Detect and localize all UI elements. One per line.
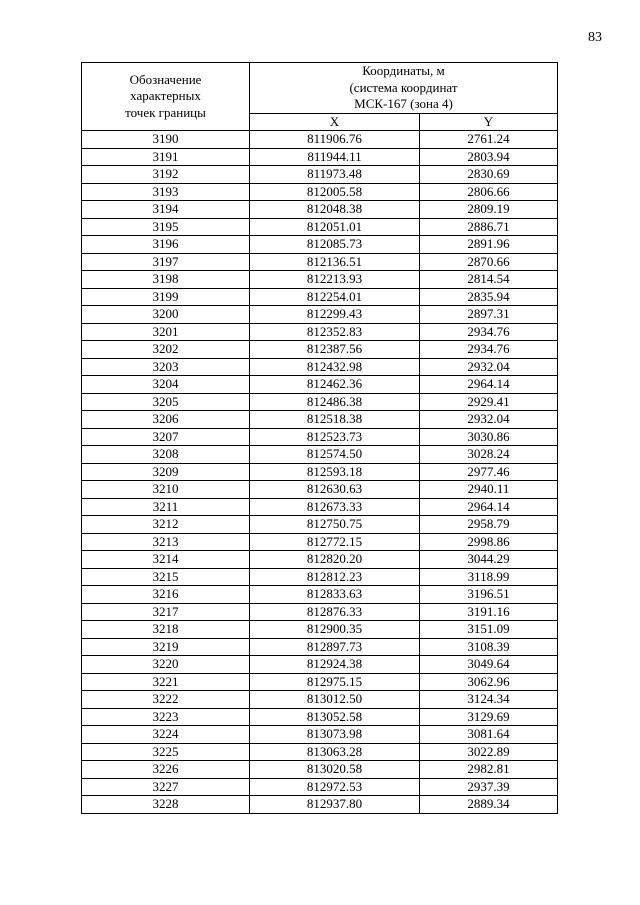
y-coordinate-cell: 3124.34: [420, 691, 558, 709]
point-header-line-2: характерных: [130, 88, 201, 104]
x-coordinate-cell: 812876.33: [250, 603, 420, 621]
point-id-cell: 3211: [82, 498, 250, 516]
y-coordinate-cell: 2870.66: [420, 253, 558, 271]
x-coordinate-cell: 812048.38: [250, 201, 420, 219]
y-coordinate-cell: 3030.86: [420, 428, 558, 446]
x-coordinate-cell: 812750.75: [250, 516, 420, 534]
point-id-cell: 3196: [82, 236, 250, 254]
y-coordinate-cell: 2806.66: [420, 183, 558, 201]
point-id-cell: 3195: [82, 218, 250, 236]
table-row: [82, 533, 558, 551]
point-id-cell: 3205: [82, 393, 250, 411]
x-coordinate-cell: 812051.01: [250, 218, 420, 236]
table-row: [82, 743, 558, 761]
point-id-cell: 3214: [82, 551, 250, 569]
x-coordinate-cell: 812924.38: [250, 656, 420, 674]
y-coordinate-cell: 3081.64: [420, 726, 558, 744]
x-coordinate-cell: 812975.15: [250, 673, 420, 691]
point-id-cell: 3213: [82, 533, 250, 551]
table-row: [82, 673, 558, 691]
y-coordinate-cell: 2761.24: [420, 131, 558, 149]
y-coordinate-cell: 2932.04: [420, 358, 558, 376]
point-id-cell: 3227: [82, 778, 250, 796]
point-id-cell: 3215: [82, 568, 250, 586]
table-row: [82, 183, 558, 201]
table-row: [82, 288, 558, 306]
point-header-line-1: Обозначение: [129, 71, 202, 87]
table-row: [82, 148, 558, 166]
y-coordinate-cell: 3108.39: [420, 638, 558, 656]
table-row: [82, 568, 558, 586]
x-coordinate-cell: 812574.50: [250, 446, 420, 464]
point-id-cell: 3203: [82, 358, 250, 376]
y-coordinate-cell: 2964.14: [420, 376, 558, 394]
x-coordinate-cell: 812462.36: [250, 376, 420, 394]
x-coordinate-cell: 813012.50: [250, 691, 420, 709]
y-coordinate-cell: 2982.81: [420, 761, 558, 779]
y-coordinate-cell: 3151.09: [420, 621, 558, 639]
x-coordinate-cell: 812213.93: [250, 271, 420, 289]
point-id-cell: 3209: [82, 463, 250, 481]
point-id-cell: 3221: [82, 673, 250, 691]
point-id-cell: 3193: [82, 183, 250, 201]
x-coordinate-cell: 812005.58: [250, 183, 420, 201]
x-coordinate-cell: 812972.53: [250, 778, 420, 796]
y-coordinate-cell: 2886.71: [420, 218, 558, 236]
table-row: [82, 358, 558, 376]
table-row: [82, 201, 558, 219]
table-row: [82, 236, 558, 254]
x-coordinate-cell: 812630.63: [250, 481, 420, 499]
y-coordinate-cell: 2835.94: [420, 288, 558, 306]
table-row: [82, 708, 558, 726]
y-coordinate-cell: 2809.19: [420, 201, 558, 219]
y-coordinate-cell: 2814.54: [420, 271, 558, 289]
point-id-cell: 3197: [82, 253, 250, 271]
x-coordinate-cell: 812593.18: [250, 463, 420, 481]
table-row: [82, 586, 558, 604]
point-id-cell: 3207: [82, 428, 250, 446]
table-row: [82, 638, 558, 656]
x-coordinate-cell: 812523.73: [250, 428, 420, 446]
point-header-line-3: точек границы: [125, 104, 206, 120]
table-row: [82, 621, 558, 639]
point-designation-header: [82, 63, 250, 131]
table-row: [82, 761, 558, 779]
y-coordinate-cell: 3118.99: [420, 568, 558, 586]
page-number: 83: [588, 30, 602, 45]
table-header: [82, 63, 558, 131]
table-row: [82, 166, 558, 184]
point-id-cell: 3220: [82, 656, 250, 674]
point-id-cell: 3222: [82, 691, 250, 709]
point-id-cell: 3206: [82, 411, 250, 429]
y-coordinate-cell: 3062.96: [420, 673, 558, 691]
x-coordinate-cell: 812900.35: [250, 621, 420, 639]
y-coordinate-cell: 3028.24: [420, 446, 558, 464]
x-coordinate-cell: 812299.43: [250, 306, 420, 324]
table-row: [82, 428, 558, 446]
table-row: [82, 323, 558, 341]
table-row: [82, 551, 558, 569]
x-coordinate-cell: 811973.48: [250, 166, 420, 184]
coords-header-line-3: МСК-167 (зона 4): [354, 96, 453, 111]
point-id-cell: 3216: [82, 586, 250, 604]
point-id-cell: 3200: [82, 306, 250, 324]
y-coordinate-cell: 2932.04: [420, 411, 558, 429]
table-row: [82, 516, 558, 534]
x-column-header: X: [250, 113, 420, 131]
point-id-cell: 3204: [82, 376, 250, 394]
y-coordinate-cell: 2964.14: [420, 498, 558, 516]
x-coordinate-cell: 811944.11: [250, 148, 420, 166]
table-row: [82, 656, 558, 674]
y-coordinate-cell: 2934.76: [420, 341, 558, 359]
x-coordinate-cell: 812387.56: [250, 341, 420, 359]
table-row: [82, 376, 558, 394]
y-coordinate-cell: 2937.39: [420, 778, 558, 796]
x-coordinate-cell: 812352.83: [250, 323, 420, 341]
header-row-top: [82, 63, 558, 114]
x-coordinate-cell: 812812.23: [250, 568, 420, 586]
point-id-cell: 3224: [82, 726, 250, 744]
y-coordinate-cell: 2889.34: [420, 796, 558, 814]
y-coordinate-cell: 2830.69: [420, 166, 558, 184]
point-id-cell: 3199: [82, 288, 250, 306]
y-coordinate-cell: 2891.96: [420, 236, 558, 254]
y-coordinate-cell: 3022.89: [420, 743, 558, 761]
x-coordinate-cell: 811906.76: [250, 131, 420, 149]
x-coordinate-cell: 812833.63: [250, 586, 420, 604]
table-row: [82, 306, 558, 324]
table-row: [82, 463, 558, 481]
y-coordinate-cell: 2998.86: [420, 533, 558, 551]
point-id-cell: 3192: [82, 166, 250, 184]
point-id-cell: 3228: [82, 796, 250, 814]
x-coordinate-cell: 813052.58: [250, 708, 420, 726]
table-row: [82, 481, 558, 499]
table-row: [82, 393, 558, 411]
x-coordinate-cell: 812937.80: [250, 796, 420, 814]
coordinates-table: [81, 62, 558, 814]
x-coordinate-cell: 812518.38: [250, 411, 420, 429]
point-id-cell: 3191: [82, 148, 250, 166]
x-coordinate-cell: 812772.15: [250, 533, 420, 551]
point-id-cell: 3217: [82, 603, 250, 621]
table-row: [82, 218, 558, 236]
point-id-cell: 3212: [82, 516, 250, 534]
y-coordinate-cell: 2934.76: [420, 323, 558, 341]
y-coordinate-cell: 2958.79: [420, 516, 558, 534]
table-row: [82, 498, 558, 516]
x-coordinate-cell: 812432.98: [250, 358, 420, 376]
table-row: [82, 411, 558, 429]
table-row: [82, 796, 558, 814]
y-coordinate-cell: 3049.64: [420, 656, 558, 674]
x-coordinate-cell: 812897.73: [250, 638, 420, 656]
point-id-cell: 3210: [82, 481, 250, 499]
point-id-cell: 3198: [82, 271, 250, 289]
coordinates-header: [250, 63, 558, 114]
table-body: [82, 131, 558, 814]
coords-header-line-1: Координаты, м: [362, 63, 445, 78]
y-column-header: Y: [420, 113, 558, 131]
x-coordinate-cell: 812136.51: [250, 253, 420, 271]
x-coordinate-cell: 813073.98: [250, 726, 420, 744]
point-id-cell: 3218: [82, 621, 250, 639]
table-row: [82, 726, 558, 744]
table-row: [82, 341, 558, 359]
y-coordinate-cell: 3129.69: [420, 708, 558, 726]
y-coordinate-cell: 2897.31: [420, 306, 558, 324]
point-id-cell: 3190: [82, 131, 250, 149]
point-id-cell: 3202: [82, 341, 250, 359]
table-row: [82, 778, 558, 796]
y-coordinate-cell: 2940.11: [420, 481, 558, 499]
y-coordinate-cell: 2929.41: [420, 393, 558, 411]
y-coordinate-cell: 2803.94: [420, 148, 558, 166]
coords-header-line-2: (система координат: [349, 79, 458, 95]
point-id-cell: 3226: [82, 761, 250, 779]
y-coordinate-cell: 3196.51: [420, 586, 558, 604]
x-coordinate-cell: 813063.28: [250, 743, 420, 761]
point-id-cell: 3225: [82, 743, 250, 761]
x-coordinate-cell: 812820.20: [250, 551, 420, 569]
point-id-cell: 3201: [82, 323, 250, 341]
table-row: [82, 253, 558, 271]
table-row: [82, 691, 558, 709]
point-id-cell: 3219: [82, 638, 250, 656]
y-coordinate-cell: 2977.46: [420, 463, 558, 481]
x-coordinate-cell: 812254.01: [250, 288, 420, 306]
x-coordinate-cell: 812486.38: [250, 393, 420, 411]
y-coordinate-cell: 3191.16: [420, 603, 558, 621]
x-coordinate-cell: 812085.73: [250, 236, 420, 254]
table-row: [82, 271, 558, 289]
table-row: [82, 446, 558, 464]
table-row: [82, 131, 558, 149]
x-coordinate-cell: 813020.58: [250, 761, 420, 779]
point-id-cell: 3208: [82, 446, 250, 464]
point-id-cell: 3223: [82, 708, 250, 726]
y-coordinate-cell: 3044.29: [420, 551, 558, 569]
x-coordinate-cell: 812673.33: [250, 498, 420, 516]
table-row: [82, 603, 558, 621]
point-id-cell: 3194: [82, 201, 250, 219]
